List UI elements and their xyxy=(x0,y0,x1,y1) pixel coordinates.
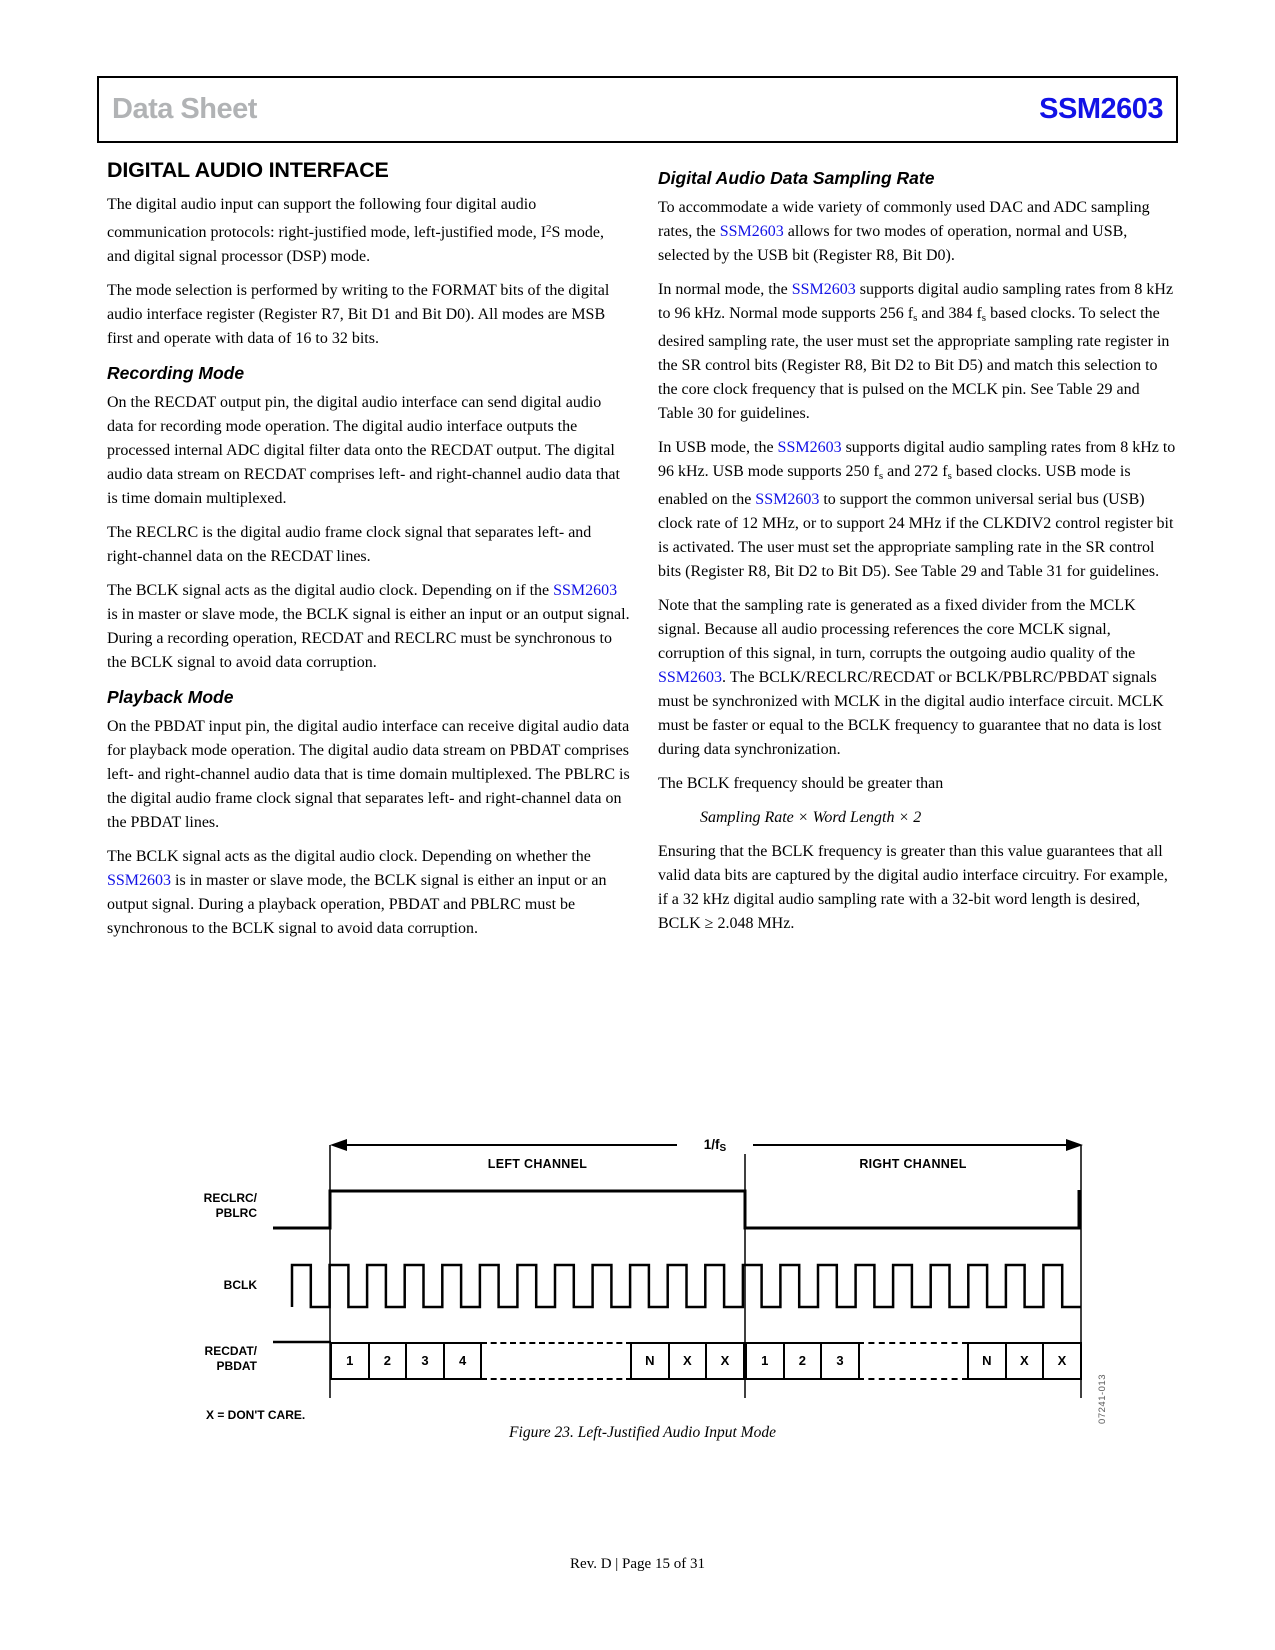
paragraph xyxy=(658,594,1178,762)
text-run: Note that the sampling rate is generated as a fixed divider from the MCLK signal. Because all audio processing references the core MCLK signal, corruption of this signal, in turn, corrupts the outgoing audio quality of the xyxy=(658,597,1136,662)
lrc-label-line1: RECLRC/ xyxy=(203,1191,257,1205)
text-run: S mode, and digital signal processor (DSP) mode. xyxy=(107,224,604,265)
data-bit-box: 1 xyxy=(330,1342,370,1380)
text-run: On the RECDAT output pin, the digital audio interface can send digital audio data for recording mode operation. The digital audio interface outputs the processed internal ADC digital filter data onto the RECDAT output. The digital audio data stream on RECDAT comprises left- and right-channel audio data that is time domain multiplexed. xyxy=(107,394,620,507)
superscript: 2 xyxy=(546,223,552,235)
text-run: The BCLK signal acts as the digital audio clock. Depending on if the xyxy=(107,582,554,599)
part-number-link[interactable]: SSM2603 xyxy=(553,582,618,599)
lrc-label-line2: PBLRC xyxy=(215,1206,257,1220)
text-run: Ensuring that the BCLK frequency is greater than this value guarantees that all valid data bits are captured by the digital audio interface circuitry. For example, if a 32 kHz digital audio sampling rate with a 32-bit word length is desired, BCLK ≥ 2.048 MHz. xyxy=(658,843,1168,932)
subsection-heading xyxy=(658,168,1178,189)
text-run: The mode selection is performed by writing to the FORMAT bits of the digital audio interface register (Register R7, Bit D1 and Bit D0). All modes are MSB first and operate with data of 16 to 32 bits. xyxy=(107,282,610,347)
bclk-signal-label: BCLK xyxy=(223,1278,257,1292)
doc-type-label: Data Sheet xyxy=(112,93,257,125)
data-bit-box: X xyxy=(1042,1342,1082,1380)
subscript: s xyxy=(913,312,918,324)
bclk-waveform xyxy=(292,1265,1081,1307)
text-run: based clocks. To select the desired sampling rate, the user must set the appropriate sampling rate register in the SR control bits (Register R8, Bit D2 to Bit D5) and match this selection to the core clock frequency that is pulsed on the MCLK pin. See Table 29 and Table 30 for guidelines. xyxy=(658,305,1170,422)
right-channel-label: RIGHT CHANNEL xyxy=(859,1157,967,1171)
text-run: On the PBDAT input pin, the digital audio interface can receive digital audio data for playback mode operation. The digital audio data stream on PBDAT comprises left- and right-channel audio data that is time domain multiplexed. The PBLRC is the digital audio frame clock signal that separates left- and right-channel data on the PBDAT lines. xyxy=(107,718,630,831)
text-run: In USB mode, the xyxy=(658,439,778,456)
dat-label-line1: RECDAT/ xyxy=(204,1344,257,1358)
header-box xyxy=(97,76,1178,143)
period-label-base: 1/f xyxy=(703,1137,720,1152)
text-run: . The BCLK/RECLRC/RECDAT or BCLK/PBLRC/PBDAT signals must be synchronized with MCLK in the digital audio interface circuit. MCLK must be faster or equal to the BCLK frequency to guarantee that no data is lost during data synchronization. xyxy=(658,669,1164,758)
page-footer: Rev. D | Page 15 of 31 xyxy=(570,1556,705,1572)
data-ellipsis-right xyxy=(858,1342,968,1380)
paragraph xyxy=(658,196,1178,268)
subsection-heading xyxy=(107,363,630,384)
text-run: based clocks. USB mode is enabled on the xyxy=(658,463,1131,508)
lrc-waveform xyxy=(273,1190,1079,1228)
text-run: Recording Mode xyxy=(107,363,245,383)
figure-reference-number: 07241-013 xyxy=(1097,1374,1108,1424)
body-columns xyxy=(107,156,1178,951)
paragraph xyxy=(107,279,630,351)
text-run: The BCLK signal acts as the digital audio clock. Depending on whether the xyxy=(107,848,591,865)
text-run: to support the common universal serial bus (USB) clock rate of 12 MHz, or to support 24 MHz if the CLKDIV2 control register bit is activated. The user must set the appropriate sampling rate in the SR control bits (Register R8, Bit D2 to Bit D5). See Table 29 and Table 31 for guidelines. xyxy=(658,491,1174,580)
dat-label-line2: PBDAT xyxy=(216,1359,257,1373)
part-number-link[interactable]: SSM2603 xyxy=(107,872,172,889)
part-number-link[interactable]: SSM2603 xyxy=(658,669,723,686)
paragraph xyxy=(658,772,1178,796)
formula xyxy=(700,806,1178,830)
figure-caption: Figure 23. Left-Justified Audio Input Mode xyxy=(509,1424,776,1441)
text-run: Sampling Rate × Word Length × 2 xyxy=(700,809,922,826)
section-heading xyxy=(107,158,630,183)
subscript: s xyxy=(878,470,884,482)
data-bit-box: 3 xyxy=(820,1342,860,1380)
data-bit-box: 1 xyxy=(745,1342,785,1380)
paragraph xyxy=(107,845,630,941)
part-number-link[interactable]: SSM2603 xyxy=(777,439,842,456)
right-column xyxy=(658,156,1178,951)
paragraph xyxy=(107,715,630,835)
data-bit-box: 2 xyxy=(368,1342,408,1380)
part-number-link[interactable]: SSM2603 xyxy=(791,281,856,298)
part-number-header[interactable]: SSM2603 xyxy=(1039,93,1163,125)
text-run: and 384 f xyxy=(917,305,982,322)
text-run: The BCLK frequency should be greater than xyxy=(658,775,944,792)
part-number-link[interactable]: SSM2603 xyxy=(755,491,820,508)
text-run: supports digital audio sampling rates from 8 kHz to 96 kHz. Normal mode supports 256 f xyxy=(658,281,1174,322)
figure-23-timing-diagram xyxy=(107,1118,1178,1463)
left-channel-label: LEFT CHANNEL xyxy=(487,1157,588,1171)
dont-care-note: X = DON'T CARE. xyxy=(206,1408,306,1422)
data-bit-box: 4 xyxy=(443,1342,483,1380)
text-run: DIGITAL AUDIO INTERFACE xyxy=(107,158,389,182)
text-run: The RECLRC is the digital audio frame clock signal that separates left- and right-channel data on the RECDAT lines. xyxy=(107,524,592,565)
text-run: and 272 f xyxy=(883,463,948,480)
subscript: s xyxy=(981,312,987,324)
text-run: Playback Mode xyxy=(107,687,234,707)
text-run: Digital Audio Data Sampling Rate xyxy=(658,168,935,188)
data-bit-box: X xyxy=(705,1342,745,1380)
arrowhead-left-icon xyxy=(330,1139,347,1151)
data-bit-box: 2 xyxy=(783,1342,823,1380)
dat-signal-label xyxy=(107,1344,257,1374)
paragraph xyxy=(658,278,1178,426)
subscript: s xyxy=(947,470,952,482)
paragraph xyxy=(107,193,630,269)
text-run: To accommodate a wide variety of commonly used DAC and ADC sampling rates, the xyxy=(658,199,1150,240)
data-bit-box: N xyxy=(967,1342,1007,1380)
data-ellipsis-left xyxy=(481,1342,632,1380)
paragraph xyxy=(107,521,630,569)
text-run: The digital audio input can support the following four digital audio communication protocols: right-justified mode, left-justified mode, I xyxy=(107,196,547,241)
text-run: is in master or slave mode, the BCLK signal is either an input or an output signal. During a playback operation, PBDAT and PBLRC must be synchronous to the BCLK signal to avoid data corruption. xyxy=(107,872,607,937)
lrc-signal-label xyxy=(107,1191,257,1221)
period-label-sub: S xyxy=(719,1143,727,1154)
text-run: supports digital audio sampling rates from 8 kHz to 96 kHz. USB mode supports 250 f xyxy=(658,439,1176,480)
data-bit-box: X xyxy=(668,1342,708,1380)
text-run: allows for two modes of operation, normal and USB, selected by the USB bit (Register R8, Bit D0). xyxy=(658,223,1128,264)
data-bit-box: X xyxy=(1005,1342,1045,1380)
part-number-link[interactable]: SSM2603 xyxy=(719,223,784,240)
subsection-heading xyxy=(107,687,630,708)
paragraph xyxy=(658,436,1178,584)
data-bit-box: 3 xyxy=(405,1342,445,1380)
paragraph xyxy=(107,579,630,675)
text-run: is in master or slave mode, the BCLK signal is either an input or an output signal. During a recording operation, RECDAT and RECLRC must be synchronous to the BCLK signal to avoid data corruption. xyxy=(107,606,630,671)
text-run: In normal mode, the xyxy=(658,281,792,298)
paragraph xyxy=(658,840,1178,936)
sampling-period-label xyxy=(677,1137,753,1154)
data-bit-box: N xyxy=(630,1342,670,1380)
paragraph xyxy=(107,391,630,511)
left-column xyxy=(107,156,630,951)
